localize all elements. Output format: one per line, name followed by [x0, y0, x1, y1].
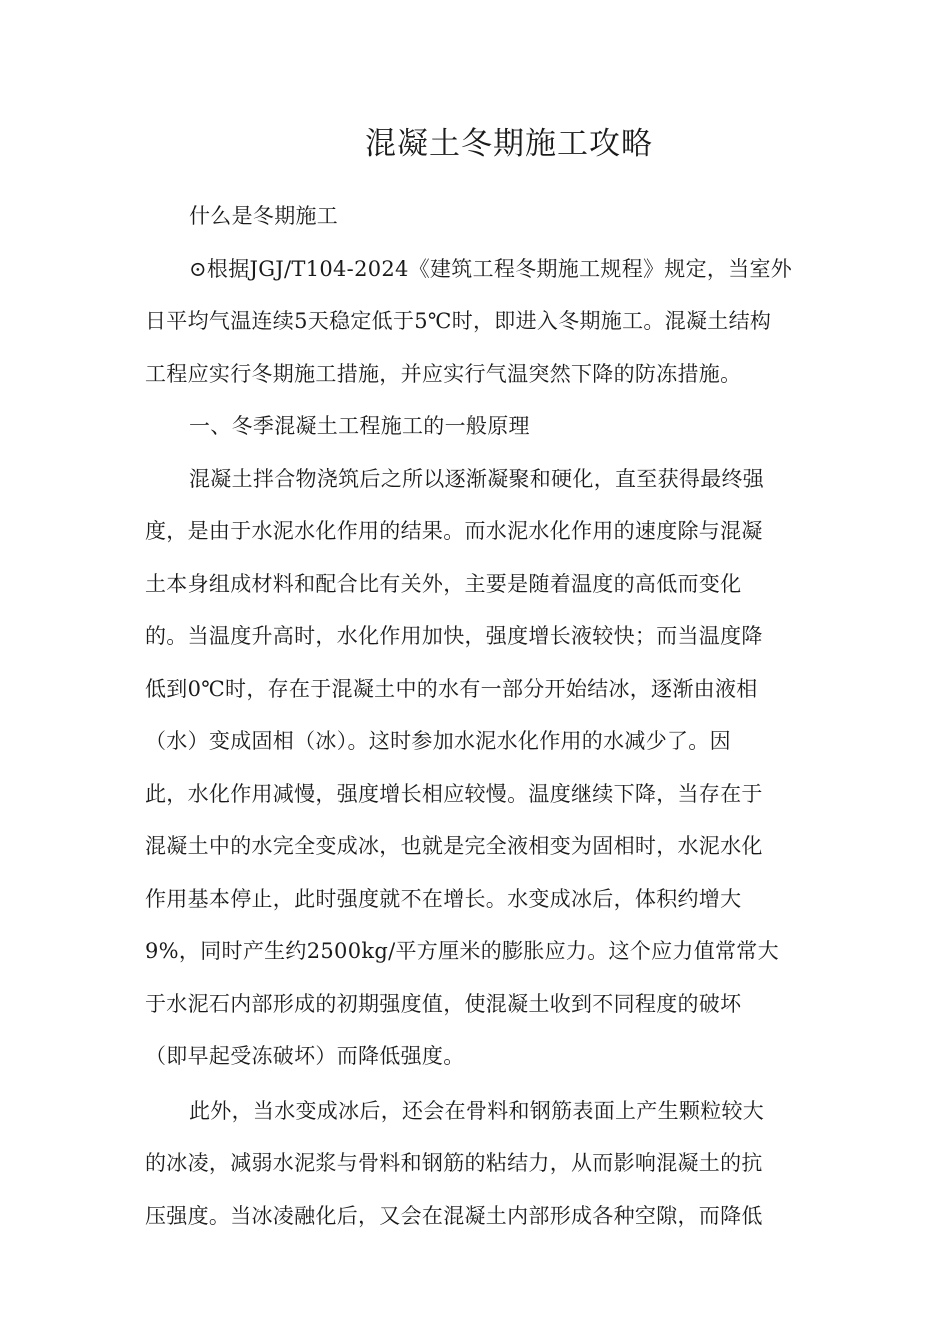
section-heading: 一、冬季混凝土工程施工的一般原理: [189, 414, 530, 438]
paragraph-line: 混凝土拌合物浇筑后之所以逐渐凝聚和硬化，直至获得最终强: [189, 466, 765, 491]
paragraph-line: （即早起受冻破坏）而降低强度。: [145, 1044, 465, 1068]
document-body: [145, 190, 810, 1242]
paragraph-line: 此，水化作用减慢，强度增长相应较慢。温度继续下降，当存在于: [145, 781, 763, 806]
paragraph-line: 于水泥石内部形成的初期强度值，使混凝土收到不同程度的破坏: [145, 991, 742, 1016]
paragraph-line: 的冰凌，减弱水泥浆与骨料和钢筋的粘结力，从而影响混凝土的抗: [145, 1151, 763, 1175]
section-heading: 什么是冬期施工: [189, 204, 339, 228]
paragraph-line: 低到0℃时，存在于混凝土中的水有一部分开始结冰，逐渐由液相: [145, 676, 758, 701]
paragraph-line: ⊙根据JGJ/T104-2024《建筑工程冬期施工规程》规定，当室外: [189, 256, 793, 281]
paragraph-line: 的。当温度升高时，水化作用加快，强度增长液较快；而当温度降: [145, 624, 763, 648]
paragraph-line: （水）变成固相（冰）。这时参加水泥水化作用的水减少了。因: [145, 729, 731, 753]
paragraph-line: 工程应实行冬期施工措施，并应实行气温突然下降的防冻措施。: [145, 361, 742, 386]
paragraph-line: 此外，当水变成冰后，还会在骨料和钢筋表面上产生颗粒较大: [189, 1098, 765, 1123]
paragraph-line: 压强度。当冰凌融化后，又会在混凝土内部形成各种空隙，而降低: [145, 1203, 763, 1228]
paragraph-line: 度，是由于水泥水化作用的结果。而水泥水化作用的速度除与混凝: [145, 519, 763, 543]
paragraph-line: 日平均气温连续5天稳定低于5℃时，即进入冬期施工。混凝土结构: [145, 309, 772, 333]
paragraph-line: 作用基本停止，此时强度就不在增长。水变成冰后，体积约增大: [145, 886, 742, 911]
paragraph-line: 9%，同时产生约2500kg/平方厘米的膨胀应力。这个应力值常常大: [145, 939, 779, 963]
document-title: 混凝土冬期施工攻略: [365, 126, 653, 162]
paragraph-line: 混凝土中的水完全变成冰，也就是完全液相变为固相时，水泥水化: [145, 834, 763, 858]
paragraph-line: 土本身组成材料和配合比有关外，主要是随着温度的高低而变化: [145, 571, 742, 596]
